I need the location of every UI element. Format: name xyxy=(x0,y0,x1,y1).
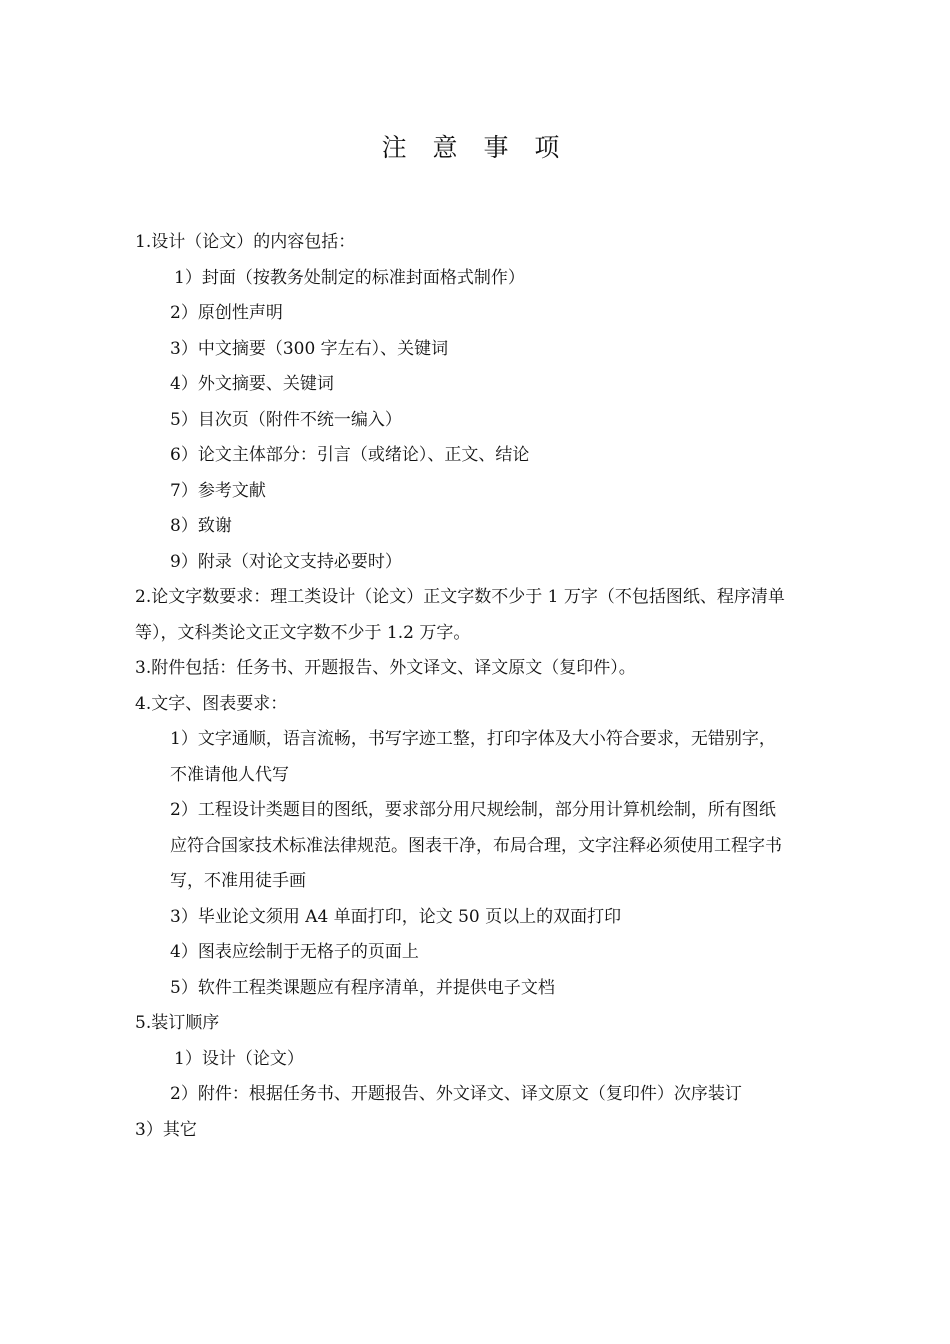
instruction-line: 3.附件包括：任务书、开题报告、外文译文、译文原文（复印件）。 xyxy=(135,658,636,678)
instruction-line: 1.设计（论文）的内容包括： xyxy=(135,232,356,252)
instruction-line: 3）毕业论文须用 A4 单面打印，论文 50 页以上的双面打印 xyxy=(170,906,622,927)
instruction-line: 5）软件工程类课题应有程序清单，并提供电子文档 xyxy=(170,977,555,998)
instruction-line: 2.论文字数要求：理工类设计（论文）正文字数不少于 1 万字（不包括图纸、程序清单 xyxy=(135,587,785,607)
instruction-line: 8）致谢 xyxy=(170,516,232,536)
instructions-body xyxy=(135,225,875,1148)
instruction-line: 3）中文摘要（300 字左右）、关键词 xyxy=(170,338,449,359)
instruction-line: 4.文字、图表要求： xyxy=(135,693,288,714)
instruction-line: 9）附录（对论文支持必要时） xyxy=(170,551,402,572)
instruction-line: 2）附件：根据任务书、开题报告、外文译文、译文原文（复印件）次序装订 xyxy=(170,1084,742,1104)
instruction-line: 写，不准用徒手画 xyxy=(170,871,306,891)
page-title: 注 意 事 项 xyxy=(381,133,569,162)
instruction-line: 2）原创性声明 xyxy=(170,303,283,323)
instruction-line: 4）图表应绘制于无格子的页面上 xyxy=(170,942,419,962)
instruction-line: 6）论文主体部分：引言（或绪论）、正文、结论 xyxy=(170,445,530,465)
instruction-line: 7）参考文献 xyxy=(170,480,266,501)
instruction-line: 1）文字通顺，语言流畅，书写字迹工整，打印字体及大小符合要求，无错别字， xyxy=(170,729,776,749)
instruction-line: 5.装订顺序 xyxy=(135,1013,220,1033)
instruction-line: 1）设计（论文） xyxy=(174,1048,304,1069)
instruction-line: 应符合国家技术标准法律规范。图表干净，布局合理，文字注释必须使用工程字书 xyxy=(170,835,782,856)
instruction-line: 不准请他人代写 xyxy=(170,764,289,785)
instruction-line: 3）其它 xyxy=(135,1119,197,1140)
instruction-line: 2）工程设计类题目的图纸，要求部分用尺规绘制，部分用计算机绘制，所有图纸 xyxy=(170,800,776,820)
instruction-line: 4）外文摘要、关键词 xyxy=(170,374,334,394)
instruction-line: 1）封面（按教务处制定的标准封面格式制作） xyxy=(174,267,525,288)
instruction-line: 5）目次页（附件不统一编入） xyxy=(170,409,402,430)
instruction-line: 等），文科类论文正文字数不少于 1.2 万字。 xyxy=(135,622,471,643)
